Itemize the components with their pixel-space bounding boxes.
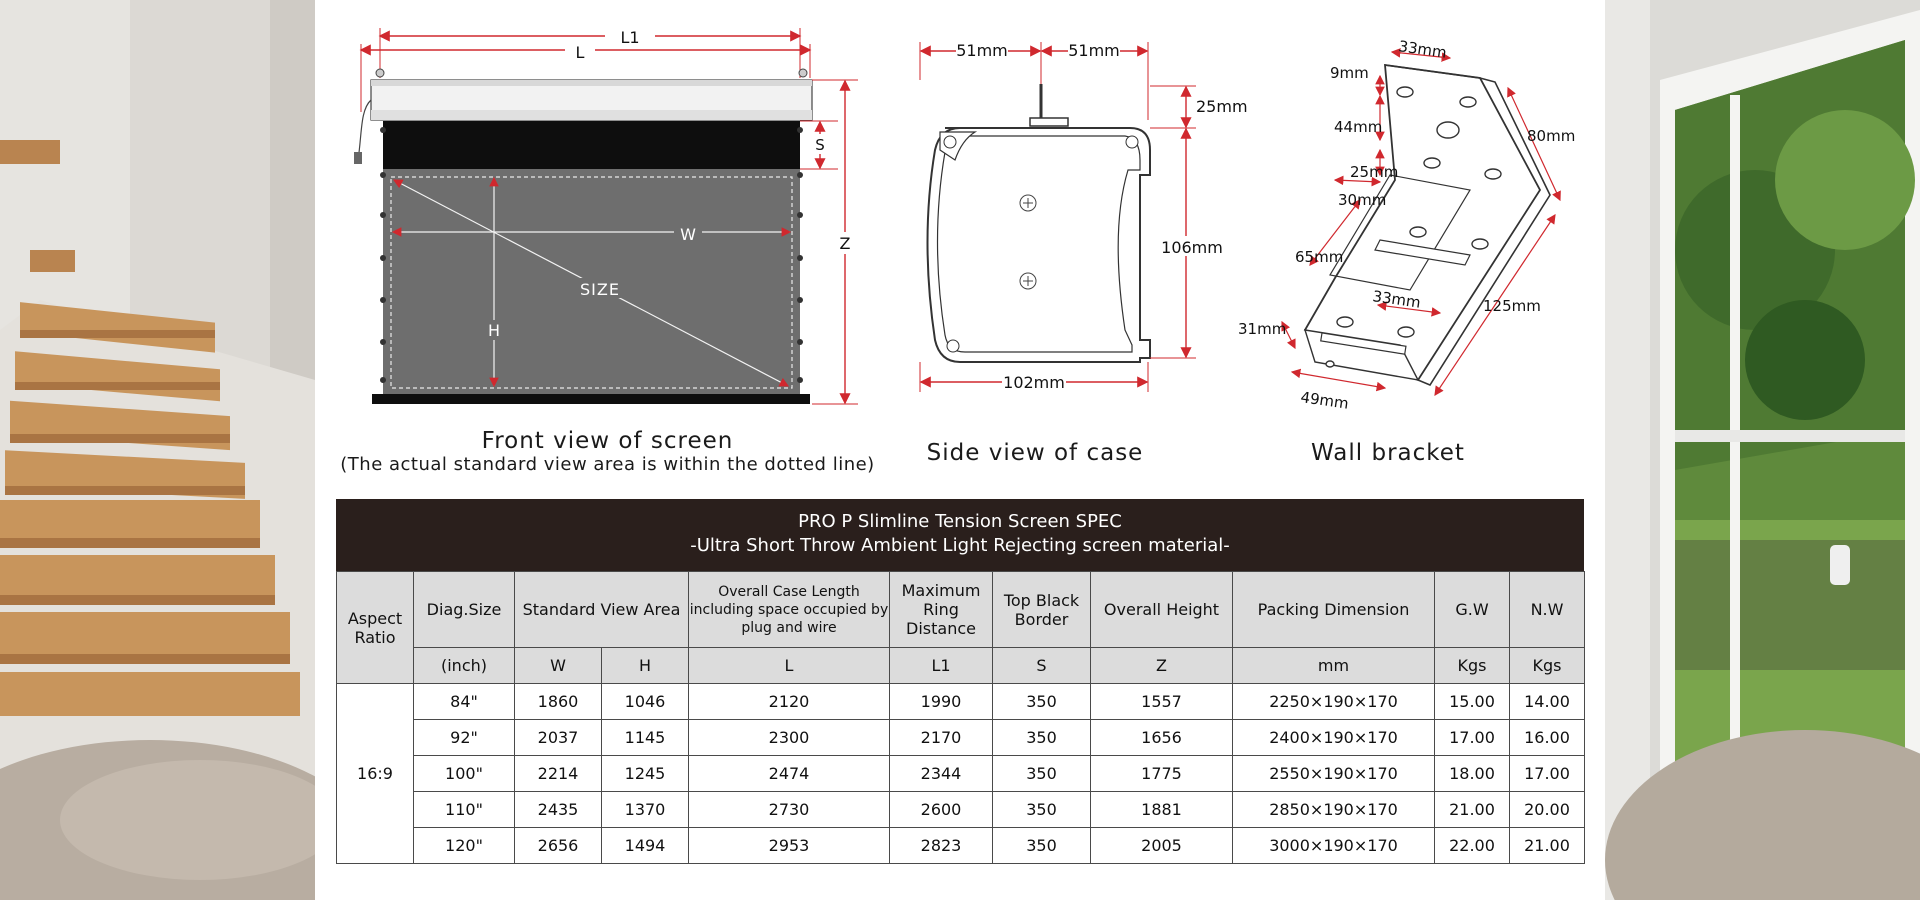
dim-size-label: SIZE	[580, 280, 620, 299]
dim-side-v-main: 106mm	[1161, 238, 1223, 257]
unit-cell: Kgs	[1510, 648, 1585, 684]
table-cell: 350	[993, 720, 1091, 756]
bracket-title: Wall bracket	[1311, 440, 1465, 466]
dim-bracket-c: 44mm	[1334, 118, 1383, 136]
header-aspect: Aspect Ratio	[337, 572, 414, 684]
header-height: Overall Height	[1091, 572, 1233, 648]
table-cell: 120"	[414, 828, 515, 864]
table-cell: 1494	[602, 828, 689, 864]
dim-bracket-i: 125mm	[1483, 297, 1541, 315]
table-cell: 1775	[1091, 756, 1233, 792]
table-cell: 14.00	[1510, 684, 1585, 720]
front-view-caption	[340, 428, 875, 475]
dim-bracket-e: 25mm	[1350, 163, 1399, 181]
table-cell: 21.00	[1510, 828, 1585, 864]
table-row	[337, 720, 1585, 756]
table-cell: 18.00	[1435, 756, 1510, 792]
front-view-note: (The actual standard view area is within the dotted line)	[340, 454, 875, 475]
wall-bracket-drawing	[1238, 37, 1575, 413]
dim-z-label: Z	[839, 234, 851, 253]
unit-cell: W	[515, 648, 602, 684]
table-cell: 1860	[515, 684, 602, 720]
table-cell: 1370	[602, 792, 689, 828]
table-cell: 2005	[1091, 828, 1233, 864]
table-cell: 1145	[602, 720, 689, 756]
dim-bracket-g: 65mm	[1295, 248, 1344, 266]
dim-bracket-d: 80mm	[1527, 127, 1576, 145]
table-cell: 2850×190×170	[1233, 792, 1435, 828]
table-cell: 2953	[689, 828, 890, 864]
unit-cell: mm	[1233, 648, 1435, 684]
table-row	[337, 828, 1585, 864]
unit-cell: Z	[1091, 648, 1233, 684]
table-row	[337, 792, 1585, 828]
dim-bracket-b: 9mm	[1330, 64, 1369, 82]
header-gw: G.W	[1435, 572, 1510, 648]
table-cell: 350	[993, 828, 1091, 864]
side-view-drawing	[920, 40, 1248, 392]
header-case-length: Overall Case Length including space occupied by plug and wire	[689, 572, 890, 648]
spec-table	[336, 571, 1585, 864]
dim-side-top-left: 51mm	[956, 41, 1008, 60]
table-cell: 3000×190×170	[1233, 828, 1435, 864]
table-cell: 350	[993, 756, 1091, 792]
table-cell: 2250×190×170	[1233, 684, 1435, 720]
table-cell: 1881	[1091, 792, 1233, 828]
table-cell: 16.00	[1510, 720, 1585, 756]
table-cell: 2435	[515, 792, 602, 828]
unit-cell: H	[602, 648, 689, 684]
table-cell: 2474	[689, 756, 890, 792]
unit-cell: (inch)	[414, 648, 515, 684]
header-border: Top Black Border	[993, 572, 1091, 648]
dim-side-v-top: 25mm	[1196, 97, 1248, 116]
table-cell: 17.00	[1435, 720, 1510, 756]
side-view-title: Side view of case	[926, 440, 1144, 466]
table-cell: 1557	[1091, 684, 1233, 720]
dim-bracket-a: 33mm	[1397, 37, 1448, 62]
header-view-area: Standard View Area	[515, 572, 689, 648]
table-row	[337, 684, 1585, 720]
spec-header-row	[337, 572, 1585, 648]
dim-h-label: H	[487, 321, 501, 340]
table-cell: 15.00	[1435, 684, 1510, 720]
table-cell: 2400×190×170	[1233, 720, 1435, 756]
bracket-caption	[1270, 440, 1506, 466]
table-cell: 2300	[689, 720, 890, 756]
table-cell: 2656	[515, 828, 602, 864]
spec-title: PRO P Slimline Tension Screen SPEC	[798, 511, 1122, 532]
front-view-title: Front view of screen	[481, 428, 734, 454]
table-cell: 2037	[515, 720, 602, 756]
table-cell: 20.00	[1510, 792, 1585, 828]
table-cell: 2170	[890, 720, 993, 756]
header-ring: Maximum Ring Distance	[890, 572, 993, 648]
dim-side-bottom: 102mm	[1003, 373, 1065, 392]
table-cell: 21.00	[1435, 792, 1510, 828]
table-cell: 2550×190×170	[1233, 756, 1435, 792]
table-cell: 2730	[689, 792, 890, 828]
dim-bracket-f: 30mm	[1338, 191, 1387, 209]
dim-l-label: L	[575, 43, 585, 62]
table-cell: 1990	[890, 684, 993, 720]
table-cell: 2120	[689, 684, 890, 720]
table-cell: 84"	[414, 684, 515, 720]
dim-bracket-k: 49mm	[1299, 388, 1350, 413]
table-row	[337, 756, 1585, 792]
dim-side-top-right: 51mm	[1068, 41, 1120, 60]
table-cell: 22.00	[1435, 828, 1510, 864]
table-cell: 350	[993, 684, 1091, 720]
table-cell: 1046	[602, 684, 689, 720]
front-view-drawing	[354, 27, 858, 404]
aspect-ratio-value: 16:9	[337, 684, 414, 864]
unit-cell: S	[993, 648, 1091, 684]
dim-bracket-j: 31mm	[1238, 320, 1287, 338]
spec-header	[336, 499, 1584, 571]
table-cell: 1245	[602, 756, 689, 792]
header-diag: Diag.Size	[414, 572, 515, 648]
side-view-caption	[920, 440, 1150, 466]
dim-bracket-h: 33mm	[1371, 287, 1422, 312]
table-cell: 350	[993, 792, 1091, 828]
table-cell: 17.00	[1510, 756, 1585, 792]
spec-unit-row	[337, 648, 1585, 684]
spec-subtitle: -Ultra Short Throw Ambient Light Rejecting screen material-	[690, 535, 1230, 556]
table-cell: 2214	[515, 756, 602, 792]
table-cell: 100"	[414, 756, 515, 792]
table-cell: 92"	[414, 720, 515, 756]
dim-l1-label: L1	[620, 28, 640, 47]
unit-cell: L	[689, 648, 890, 684]
table-cell: 2600	[890, 792, 993, 828]
table-cell: 2823	[890, 828, 993, 864]
header-nw: N.W	[1510, 572, 1585, 648]
unit-cell: L1	[890, 648, 993, 684]
table-cell: 1656	[1091, 720, 1233, 756]
unit-cell: Kgs	[1435, 648, 1510, 684]
header-packing: Packing Dimension	[1233, 572, 1435, 648]
dim-w-label: W	[680, 225, 696, 244]
table-cell: 2344	[890, 756, 993, 792]
dim-s-label: S	[815, 136, 825, 154]
table-cell: 110"	[414, 792, 515, 828]
